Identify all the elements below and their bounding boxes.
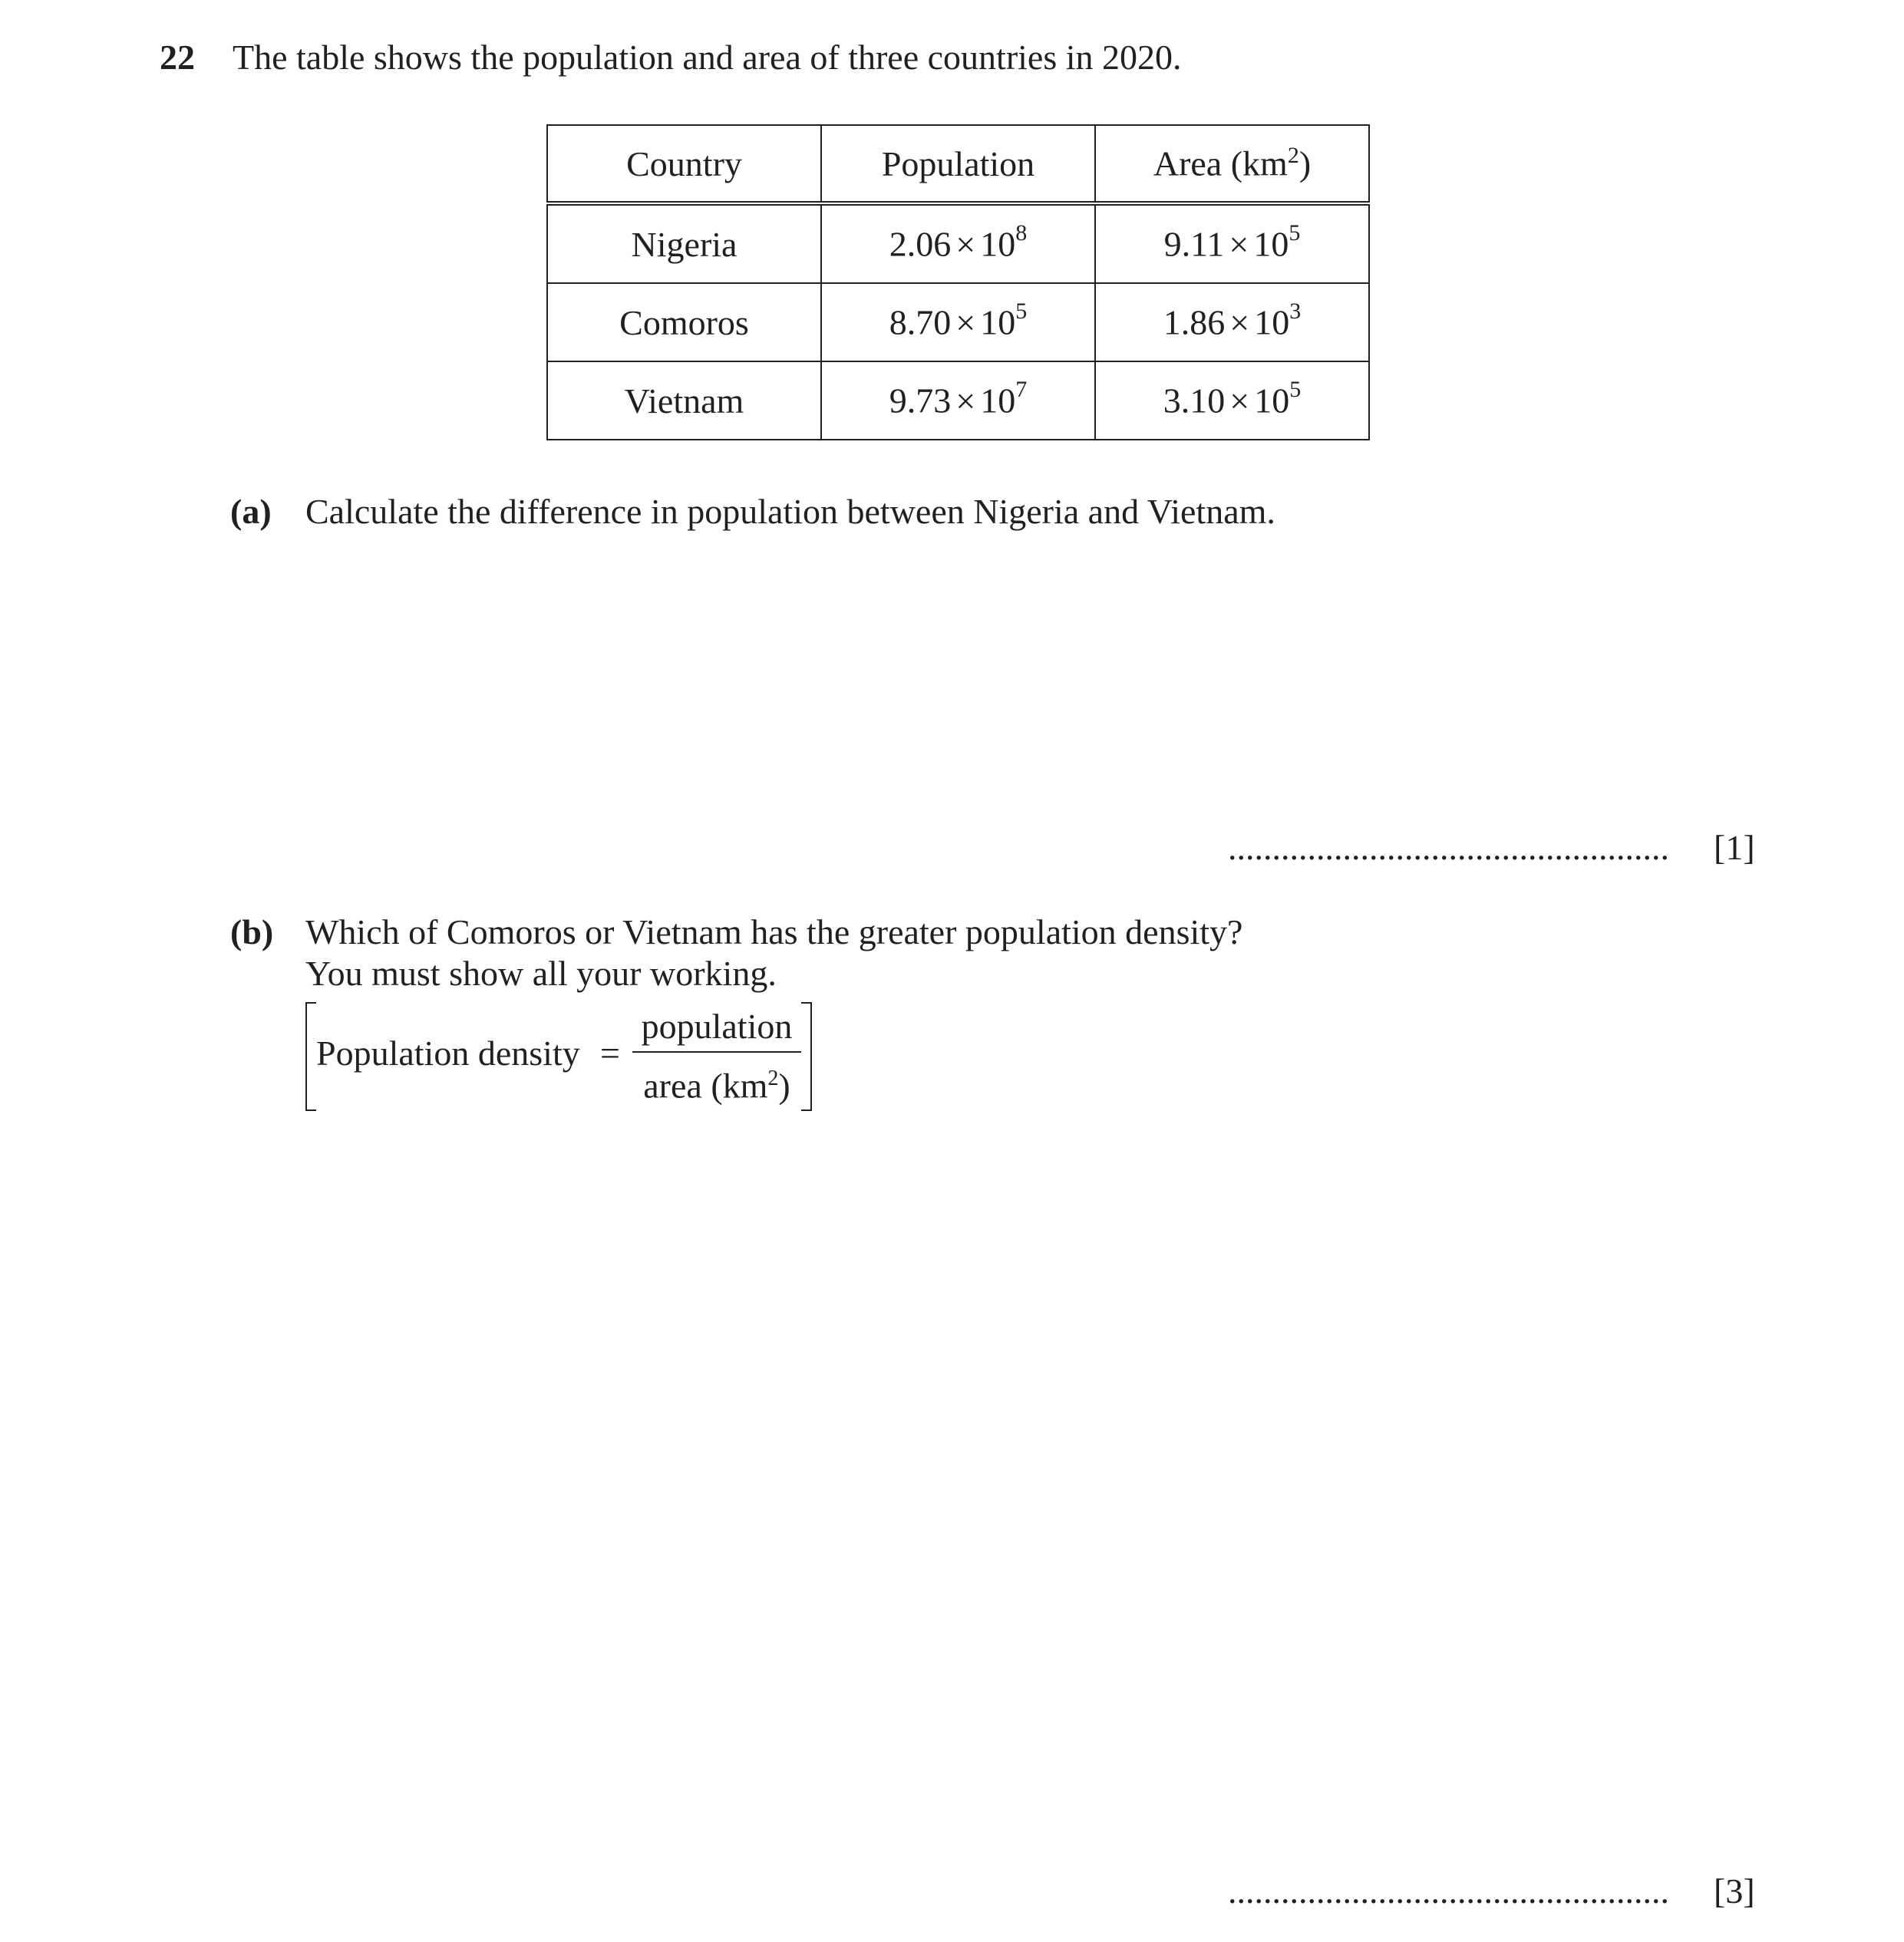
- header-country: Country: [547, 125, 821, 203]
- part-b-line2: You must show all your working.: [305, 954, 777, 993]
- population-area-table: [546, 124, 1370, 440]
- part-b-marks: [3]: [1714, 1871, 1755, 1911]
- cell-area: $9.11 \times 10^5$: [1095, 203, 1369, 283]
- part-a-text: Calculate the difference in population between Nigeria and Vietnam.: [305, 492, 1275, 531]
- left-bracket: [305, 1002, 316, 1111]
- header-area: Area $(km^2)$: [1095, 125, 1369, 203]
- part-b-answer-line[interactable]: ..................................................: [1228, 1871, 1669, 1911]
- density-formula: [305, 1002, 812, 1109]
- cell-area: $1.86 \times 10^3$: [1095, 283, 1369, 361]
- table-row: [547, 283, 1369, 361]
- part-b-label: (b): [230, 912, 274, 951]
- table-row: [547, 361, 1369, 440]
- part-b-line1: Which of Comoros or Vietnam has the greater population density?: [305, 912, 1243, 951]
- question-intro: The table shows the population and area of three countries in 2020.: [233, 38, 1182, 77]
- cell-population: $9.73 \times 10^7$: [821, 361, 1095, 440]
- formula-numerator: population: [632, 1002, 801, 1053]
- part-a-answer-line[interactable]: ..................................................: [1228, 828, 1669, 867]
- table-row: [547, 203, 1369, 283]
- right-bracket: [801, 1002, 812, 1111]
- formula-equals: =: [600, 1034, 620, 1073]
- formula-denominator: area $(km^2)$: [643, 1066, 790, 1106]
- table-header-row: [547, 125, 1369, 203]
- cell-population: $8.70 \times 10^5$: [821, 283, 1095, 361]
- formula-fraction: [632, 1002, 801, 1112]
- cell-country: Comoros: [547, 283, 821, 361]
- cell-country: Vietnam: [547, 361, 821, 440]
- question-number: 22: [160, 38, 195, 77]
- formula-label: Population density: [316, 1034, 580, 1073]
- header-population: Population: [821, 125, 1095, 203]
- header-area-sup: 2: [1287, 143, 1299, 169]
- cell-country: Nigeria: [547, 203, 821, 283]
- cell-population: $2.06 \times 10^8$: [821, 203, 1095, 283]
- cell-area: $3.10 \times 10^5$: [1095, 361, 1369, 440]
- part-a-label: (a): [230, 492, 272, 531]
- part-a-marks: [1]: [1714, 828, 1755, 867]
